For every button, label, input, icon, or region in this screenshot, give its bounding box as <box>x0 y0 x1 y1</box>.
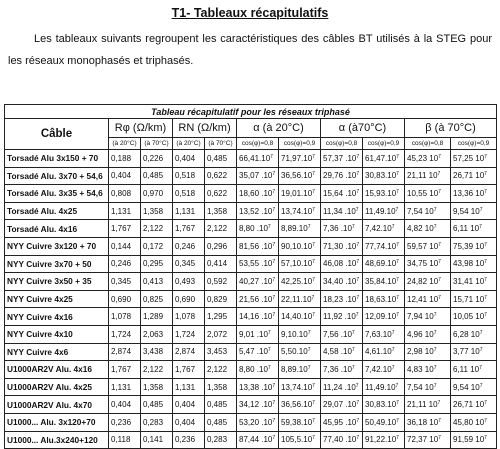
table-row <box>5 361 497 379</box>
value-cell: 9,01 $.10^7$ <box>237 325 279 343</box>
value-cell: 7,42.10$^7$ <box>363 220 405 238</box>
value-cell: 0,829 <box>205 290 237 308</box>
table-row <box>5 325 497 343</box>
header-rphi: Rφ (Ω/km) <box>109 119 173 138</box>
table-row <box>5 413 497 431</box>
value-cell: 11,34 $.10^7$ <box>321 202 363 220</box>
value-cell: 21,11 $10^7$ <box>405 396 451 414</box>
table-row <box>5 343 497 361</box>
value-cell: 0,404 <box>109 396 141 414</box>
value-cell: 7,36 $.10^7$ <box>321 361 363 379</box>
cable-name-cell: U1000... Alu. 3x120+70 <box>5 413 109 431</box>
table-row <box>5 237 497 255</box>
value-cell: 1,767 <box>109 361 141 379</box>
cable-name-cell: U1000AR2V Alu. 4x16 <box>5 361 109 379</box>
value-cell: 15,64 $.10^7$ <box>321 185 363 203</box>
value-cell: 0,690 <box>173 290 205 308</box>
cable-name-cell: NYY Cuivre 3x120 + 70 <box>5 237 109 255</box>
subheader-rphi-70: (à 70°C) <box>141 138 173 150</box>
value-cell: 0,404 <box>173 150 205 168</box>
value-cell: 21,11 $10^7$ <box>405 167 451 185</box>
summary-table-wrapper <box>4 104 496 449</box>
table-row <box>5 255 497 273</box>
value-cell: 11,92 $.10^7$ <box>321 308 363 326</box>
value-cell: 3,77 $10^7$ <box>451 343 497 361</box>
value-cell: 0,413 <box>141 273 173 291</box>
value-cell: 2,122 <box>141 220 173 238</box>
value-cell: 0,296 <box>205 237 237 255</box>
value-cell: 7,36 $.10^7$ <box>321 220 363 238</box>
value-cell: 7,94 $10^7$ <box>405 308 451 326</box>
table-body <box>5 150 497 449</box>
table-row <box>5 150 497 168</box>
value-cell: 18,63.10$^7$ <box>363 290 405 308</box>
value-cell: 0,414 <box>205 255 237 273</box>
value-cell: 19,01.10$^7$ <box>279 185 321 203</box>
value-cell: 11,24 $.10^7$ <box>321 378 363 396</box>
cable-name-cell: Torsadé Alu. 4x25 <box>5 202 109 220</box>
value-cell: 0,592 <box>205 273 237 291</box>
header-beta70: β (à 70°C) <box>405 119 497 138</box>
value-cell: 13,52 $.10^7$ <box>237 202 279 220</box>
value-cell: 2,98 $10^7$ <box>405 343 451 361</box>
value-cell: 72,37 $10^7$ <box>405 431 451 449</box>
value-cell: 0,283 <box>205 431 237 449</box>
value-cell: 0,485 <box>205 413 237 431</box>
value-cell: 0,404 <box>173 396 205 414</box>
table-row <box>5 290 497 308</box>
value-cell: 15,93.10$^7$ <box>363 185 405 203</box>
value-cell: 4,96 $10^7$ <box>405 325 451 343</box>
value-cell: 1,131 <box>109 202 141 220</box>
value-cell: 9,10.10$^7$ <box>279 325 321 343</box>
value-cell: 22,11.10$^7$ <box>279 290 321 308</box>
value-cell: 9,54 $10^7$ <box>451 378 497 396</box>
value-cell: 0,345 <box>109 273 141 291</box>
table-caption: Tableau récapitulatif pour les réseaux triphasé <box>5 105 497 119</box>
value-cell: 71,30 $.10^7$ <box>321 237 363 255</box>
value-cell: 90,10.10$^7$ <box>279 237 321 255</box>
subheader-alpha70-cos09: cos(φ)=0,9 <box>363 138 405 150</box>
value-cell: 21,56 $.10^7$ <box>237 290 279 308</box>
value-cell: 0,172 <box>141 237 173 255</box>
value-cell: 10,55 $10^7$ <box>405 185 451 203</box>
value-cell: 0,825 <box>141 290 173 308</box>
value-cell: 50,49.10$^7$ <box>363 413 405 431</box>
value-cell: 8,80 $.10^7$ <box>237 361 279 379</box>
value-cell: 1,724 <box>109 325 141 343</box>
value-cell: 1,295 <box>205 308 237 326</box>
value-cell: 1,358 <box>141 378 173 396</box>
value-cell: 30,83.10$^7$ <box>363 396 405 414</box>
value-cell: 105,5.10$^7$ <box>279 431 321 449</box>
table-row <box>5 378 497 396</box>
cable-name-cell: U1000AR2V Alu. 4x25 <box>5 378 109 396</box>
value-cell: 43,98 $10^7$ <box>451 255 497 273</box>
table-row <box>5 396 497 414</box>
value-cell: 34,75 $10^7$ <box>405 255 451 273</box>
value-cell: 71,97.10$^7$ <box>279 150 321 168</box>
summary-table <box>4 104 497 449</box>
value-cell: 6,11 $10^7$ <box>451 220 497 238</box>
value-cell: 36,18 $10^7$ <box>405 413 451 431</box>
value-cell: 1,131 <box>173 378 205 396</box>
value-cell: 0,485 <box>141 167 173 185</box>
value-cell: 7,54 $10^7$ <box>405 378 451 396</box>
table-row <box>5 273 497 291</box>
value-cell: 0,295 <box>141 255 173 273</box>
value-cell: 3,438 <box>141 343 173 361</box>
value-cell: 13,36 $10^7$ <box>451 185 497 203</box>
value-cell: 7,54 $10^7$ <box>405 202 451 220</box>
value-cell: 57,10.10$^7$ <box>279 255 321 273</box>
cable-name-cell: Torsadé Alu. 3x35 + 54,6 <box>5 185 109 203</box>
value-cell: 12,09.10$^7$ <box>363 308 405 326</box>
value-cell: 1,767 <box>173 220 205 238</box>
cable-name-cell: Torsadé Alu. 3x70 + 54,6 <box>5 167 109 185</box>
value-cell: 0,246 <box>109 255 141 273</box>
value-cell: 1,078 <box>173 308 205 326</box>
table-row <box>5 308 497 326</box>
value-cell: 29,76 $.10^7$ <box>321 167 363 185</box>
value-cell: 0,404 <box>109 167 141 185</box>
header-rn: RN (Ω/km) <box>173 119 237 138</box>
value-cell: 53,20 $.10^7$ <box>237 413 279 431</box>
value-cell: 42,25.10$^7$ <box>279 273 321 291</box>
value-cell: 36,56.10$^7$ <box>279 167 321 185</box>
value-cell: 2,122 <box>205 220 237 238</box>
value-cell: 24,82 $10^7$ <box>405 273 451 291</box>
value-cell: 57,37 $.10^7$ <box>321 150 363 168</box>
value-cell: 53,55 $.10^7$ <box>237 255 279 273</box>
value-cell: 1,358 <box>205 202 237 220</box>
value-cell: 9,54 $10^7$ <box>451 202 497 220</box>
value-cell: 87,44 $.10^7$ <box>237 431 279 449</box>
value-cell: 12,41 $10^7$ <box>405 290 451 308</box>
value-cell: 8,80 $.10^7$ <box>237 220 279 238</box>
value-cell: 0,518 <box>173 185 205 203</box>
value-cell: 35,07 $.10^7$ <box>237 167 279 185</box>
value-cell: 1,358 <box>141 202 173 220</box>
value-cell: 14,40.10$^7$ <box>279 308 321 326</box>
value-cell: 81,56 $.10^7$ <box>237 237 279 255</box>
table-row <box>5 431 497 449</box>
subheader-alpha20-cos08: cos(φ)=0,8 <box>237 138 279 150</box>
table-row <box>5 220 497 238</box>
value-cell: 11,49.10$^7$ <box>363 202 405 220</box>
value-cell: 0,970 <box>141 185 173 203</box>
value-cell: 91,59 $10^7$ <box>451 431 497 449</box>
value-cell: 6,11 $10^7$ <box>451 361 497 379</box>
value-cell: 18,60 $.10^7$ <box>237 185 279 203</box>
value-cell: 13,38 $.10^7$ <box>237 378 279 396</box>
subheader-alpha70-cos08: cos(φ)=0,8 <box>321 138 363 150</box>
table-row <box>5 202 497 220</box>
value-cell: 7,63.10$^7$ <box>363 325 405 343</box>
value-cell: 4,82 $10^7$ <box>405 220 451 238</box>
value-cell: 2,874 <box>109 343 141 361</box>
value-cell: 1,078 <box>109 308 141 326</box>
header-cable: Câble <box>5 119 109 150</box>
value-cell: 45,95 $.10^7$ <box>321 413 363 431</box>
value-cell: 1,131 <box>109 378 141 396</box>
value-cell: 0,622 <box>205 167 237 185</box>
value-cell: 0,345 <box>173 255 205 273</box>
value-cell: 2,063 <box>141 325 173 343</box>
value-cell: 18,23 $.10^7$ <box>321 290 363 308</box>
intro-paragraph: Les tableaux suivants regroupent les caractéristiques des câbles BT utilisés à la STEG pour les réseaux monophasés et triphasés. <box>8 33 492 67</box>
value-cell: 59,57 $10^7$ <box>405 237 451 255</box>
value-cell: 0,808 <box>109 185 141 203</box>
table-row <box>5 167 497 185</box>
table-row <box>5 185 497 203</box>
value-cell: 5,47 $.10^7$ <box>237 343 279 361</box>
value-cell: 0,226 <box>141 150 173 168</box>
value-cell: 13,74.10$^7$ <box>279 378 321 396</box>
value-cell: 45,23 $10^7$ <box>405 150 451 168</box>
value-cell: 2,122 <box>205 361 237 379</box>
value-cell: 10,05 $10^7$ <box>451 308 497 326</box>
value-cell: 1,131 <box>173 202 205 220</box>
value-cell: 8,89.10$^7$ <box>279 220 321 238</box>
cable-name-cell: Torsadé Alu 3x150 + 70 <box>5 150 109 168</box>
subheader-rn-70: (à 70°C) <box>205 138 237 150</box>
value-cell: 0,622 <box>205 185 237 203</box>
value-cell: 0,485 <box>141 396 173 414</box>
value-cell: 0,404 <box>173 413 205 431</box>
value-cell: 34,12 $.10^7$ <box>237 396 279 414</box>
subheader-alpha20-cos09: cos(φ)=0,9 <box>279 138 321 150</box>
value-cell: 66,41.10$^7$ <box>237 150 279 168</box>
value-cell: 1,767 <box>109 220 141 238</box>
value-cell: 4,58 $.10^7$ <box>321 343 363 361</box>
value-cell: 31,41 $10^7$ <box>451 273 497 291</box>
value-cell: 14,16 $.10^7$ <box>237 308 279 326</box>
value-cell: 0,236 <box>109 413 141 431</box>
page-title: T1- Tableaux récapitulatifs <box>171 6 329 20</box>
value-cell: 3,453 <box>205 343 237 361</box>
value-cell: 7,42.10$^7$ <box>363 361 405 379</box>
cable-name-cell: NYY Cuivre 4x16 <box>5 308 109 326</box>
cable-name-cell: Torsadé Alu. 4x16 <box>5 220 109 238</box>
value-cell: 1,767 <box>173 361 205 379</box>
value-cell: 36,56.10$^7$ <box>279 396 321 414</box>
value-cell: 13,74.10$^7$ <box>279 202 321 220</box>
subheader-beta70-cos08: cos(φ)=0,8 <box>405 138 451 150</box>
value-cell: 26,71 $10^7$ <box>451 167 497 185</box>
cable-name-cell: NYY Cuivre 3x50 + 35 <box>5 273 109 291</box>
value-cell: 61,47.10$^7$ <box>363 150 405 168</box>
cable-name-cell: NYY Cuivre 4x6 <box>5 343 109 361</box>
value-cell: 0,493 <box>173 273 205 291</box>
cable-name-cell: U1000AR2V Alu. 4x70 <box>5 396 109 414</box>
subheader-rphi-20: (à 20°C) <box>109 138 141 150</box>
value-cell: 46,08 $.10^7$ <box>321 255 363 273</box>
value-cell: 0,246 <box>173 237 205 255</box>
value-cell: 40,27 $.10^7$ <box>237 273 279 291</box>
value-cell: 0,485 <box>205 150 237 168</box>
value-cell: 11,49.10$^7$ <box>363 378 405 396</box>
cable-name-cell: U1000... Alu.3x240+120 <box>5 431 109 449</box>
value-cell: 2,072 <box>205 325 237 343</box>
value-cell: 75,39 $10^7$ <box>451 237 497 255</box>
value-cell: 34,40 $.10^7$ <box>321 273 363 291</box>
cable-name-cell: NYY Cuivre 4x10 <box>5 325 109 343</box>
value-cell: 4,83 $10^7$ <box>405 361 451 379</box>
value-cell: 77,74.10$^7$ <box>363 237 405 255</box>
value-cell: 8,89.10$^7$ <box>279 361 321 379</box>
value-cell: 30,83.10$^7$ <box>363 167 405 185</box>
value-cell: 7,56 $.10^7$ <box>321 325 363 343</box>
value-cell: 1,724 <box>173 325 205 343</box>
value-cell: 6,28 $10^7$ <box>451 325 497 343</box>
value-cell: 48,69.10$^7$ <box>363 255 405 273</box>
value-cell: 15,71 $10^7$ <box>451 290 497 308</box>
value-cell: 0,690 <box>109 290 141 308</box>
value-cell: 2,122 <box>141 361 173 379</box>
value-cell: 0,141 <box>141 431 173 449</box>
value-cell: 0,485 <box>205 396 237 414</box>
value-cell: 0,144 <box>109 237 141 255</box>
value-cell: 0,283 <box>141 413 173 431</box>
value-cell: 26,71 $10^7$ <box>451 396 497 414</box>
subheader-rn-20: (à 20°C) <box>173 138 205 150</box>
value-cell: 0,518 <box>173 167 205 185</box>
value-cell: 57,25 $10^7$ <box>451 150 497 168</box>
value-cell: 91,22.10$^7$ <box>363 431 405 449</box>
value-cell: 0,188 <box>109 150 141 168</box>
value-cell: 1,289 <box>141 308 173 326</box>
value-cell: 29,07 $.10^7$ <box>321 396 363 414</box>
value-cell: 45,80 $10^7$ <box>451 413 497 431</box>
value-cell: 5,50.10$^7$ <box>279 343 321 361</box>
cable-name-cell: NYY Cuivre 3x70 + 50 <box>5 255 109 273</box>
value-cell: 1,358 <box>205 378 237 396</box>
value-cell: 77,40 $.10^7$ <box>321 431 363 449</box>
subheader-beta70-cos09: cos(φ)=0,9 <box>451 138 497 150</box>
header-alpha70: α (à70°C) <box>321 119 405 138</box>
header-alpha20: α (à 20°C) <box>237 119 321 138</box>
value-cell: 2,874 <box>173 343 205 361</box>
value-cell: 4,61.10$^7$ <box>363 343 405 361</box>
value-cell: 0,118 <box>109 431 141 449</box>
cable-name-cell: NYY Cuivre 4x25 <box>5 290 109 308</box>
value-cell: 0,236 <box>173 431 205 449</box>
value-cell: 59,38.10$^7$ <box>279 413 321 431</box>
value-cell: 35,84.10$^7$ <box>363 273 405 291</box>
